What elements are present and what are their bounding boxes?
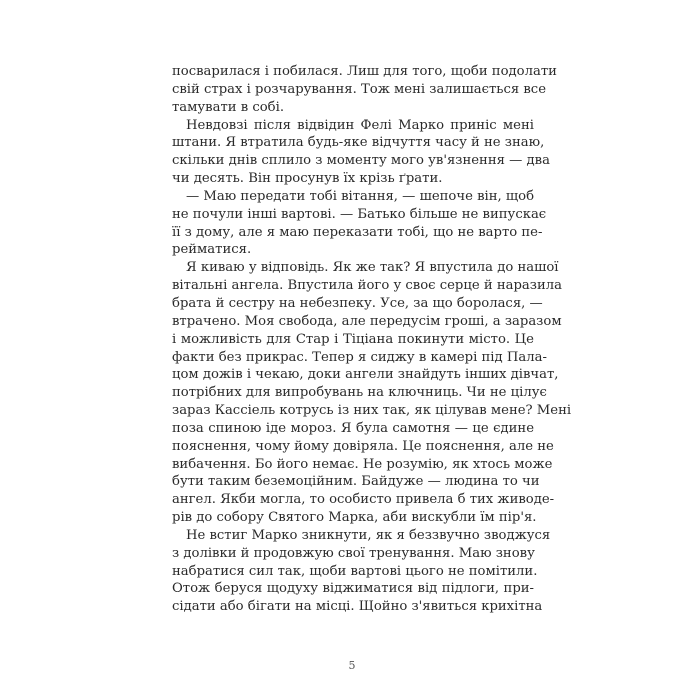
text-line: брата й сестру на небезпеку. Усе, за що боролася, — [172, 295, 543, 311]
text-line: рів до собору Святого Марка, аби вискубли їм пір'я. [172, 510, 537, 526]
body-text [172, 63, 572, 616]
text-line: ангел. Якби могла, то особисто привела б тих живоде- [172, 492, 555, 508]
text-line: рейматися. [172, 242, 252, 258]
text-line: з долівки й продовжую свої тренування. Маю знову [172, 545, 535, 561]
text-line: скільки днів сплило з моменту мого ув'язнення — два [172, 153, 550, 169]
text-line: не почули інші вартові. — Батько більше не випускає [172, 206, 547, 222]
page-number: 5 [348, 659, 356, 672]
text-line: Невдовзі після відвідин Фелі Марко приніс мені [186, 117, 534, 133]
text-line: поза спиною іде мороз. Я була самотня — це єдине [172, 420, 534, 436]
text-line: штани. Я втратила будь-яке відчуття часу й не знаю, [172, 135, 545, 151]
text-line: бути таким беземоційним. Байдуже — людина то чи [172, 474, 540, 490]
text-line: цом дожів і чекаю, доки ангели знайдуть інших дівчат, [172, 367, 559, 383]
text-line: факти без прикрас. Тепер я сиджу в камері під Пала- [172, 349, 547, 365]
text-line: потрібних для випробувань на ключниць. Чи не цілує [172, 385, 547, 401]
text-line: втрачено. Моя свобода, але передусім гроші, а заразом [172, 313, 562, 329]
text-line: Не встиг Марко зникнути, як я беззвучно зводжуся [186, 527, 551, 543]
text-line: вибачення. Бо його немає. Не розумію, як хтось може [172, 456, 553, 472]
text-line: набратися сил так, щоби вартові цього не помітили. [172, 563, 538, 579]
text-line: пояснення, чому йому довіряла. Це пояснення, але не [172, 438, 554, 454]
text-line: сідати або бігати на місці. Щойно з'явиться крихітна [172, 599, 543, 615]
text-line: — Маю передати тобі вітання, — шепоче він, щоб [186, 188, 535, 204]
text-line: її з дому, але я маю переказати тобі, що не варто пе- [172, 224, 543, 240]
text-line: тамувати в собі. [172, 99, 285, 115]
text-line: свій страх і розчарування. Тож мені залишається все [172, 81, 546, 97]
text-line: зараз Кассіель котрусь із них так, як цілував мене? Мені [172, 403, 572, 419]
text-line: і можливість для Стар і Тіціана покинути місто. Це [172, 331, 534, 347]
text-line: чи десять. Він просунув їх крізь ґрати. [172, 171, 443, 187]
text-line: вітальні ангела. Впустила його у своє серце й наразила [172, 278, 563, 294]
text-line: Отож беруся щодуху віджиматися від підлоги, при- [172, 581, 534, 597]
text-line: Я киваю у відповідь. Як же так? Я впустила до нашої [186, 260, 559, 276]
text-line: посварилася і побилася. Лиш для того, щоби подолати [172, 64, 557, 79]
